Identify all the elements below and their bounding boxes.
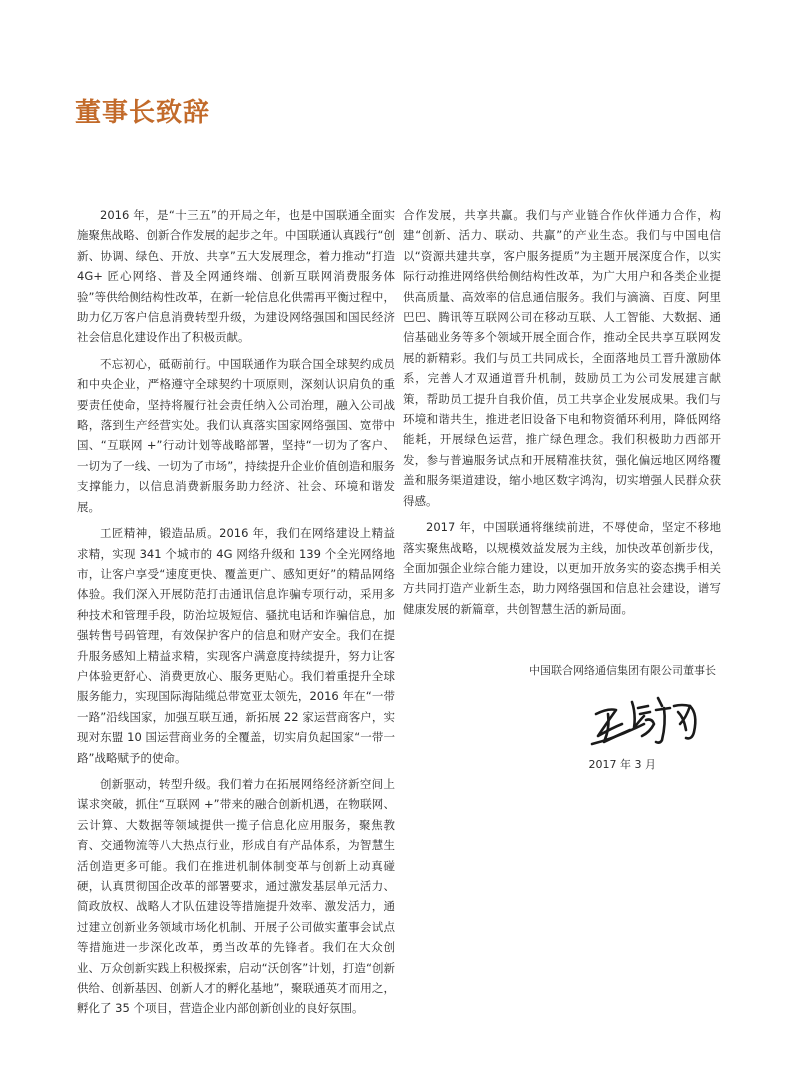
page-title: 董事长致辞 <box>75 98 211 128</box>
handwritten-signature <box>586 684 706 756</box>
letter-paragraph: 创新驱动，转型升级。我们着力在拓展网络经济新空间上谋求突破，抓住“互联网 +”带来的融合创新机遇，在物联网、云计算、大数据等领域提供一揽子信息化应用服务，聚焦教育、交通物流等八大热点行业，形成自有产品体系，为智慧生活创造更多可能。我们在推进机制体制变革与创新上动真碰硬，认真贯彻国企改革的部署要求，通过激发基层单元活力、简政放权、战略人才队伍建设等措施提升效率、激发活力，通过建立创新业务领域市场化机制、开展子公司做实董事会试点等措施进一步深化改革，勇当改革的先锋者。我们在大众创业、万众创新实践上积极探索，启动“沃创客”计划，打造“创新供给、创新基因、创新人才的孵化基地”，聚联通英才而用之，孵化了 35 个项目，营造企业内部创新创业的良好氛围。 <box>77 776 395 1016</box>
letter-paragraph: 工匠精神，锻造品质。2016 年，我们在网络建设上精益求精，实现 341 个城市的 4G 网络升级和 139 个全光网络地市，让客户享受“速度更快、覆盖更广、感知更好”的精品网络体验。我们深入开展防范打击通讯信息诈骗专项行动，采用多种技术和管理手段，防治垃圾短信、骚扰电话和诈骗信息，加强转售号码管理，有效保护客户的信息和财产安全。我们在提升服务感知上精益求精，实现客户满意度持续提升，努力让客户体验更舒心、消费更放心、服务更贴心。我们着重提升全球服务能力，实现国际海陆缆总带宽亚太领先，2016 年在“一带一路”沿线国家，加强互联互通，新拓展 22 家运营商客户，实现对东盟 10 国运营商业务的全覆盖，切实肩负起国家“一带一路”战略赋予的使命。 <box>77 526 395 765</box>
signature-block <box>506 662 716 772</box>
signatory-title: 中国联合网络通信集团有限公司董事长 <box>529 664 716 677</box>
letter-paragraph: 2016 年，是“十三五”的开局之年，也是中国联通全面实施聚焦战略、创新合作发展的起步之年。中国联通认真践行“创新、协调、绿色、开放、共享”五大发展理念，着力推动“打造 4G+ 匠心网络、普及全网通终端、创新互联网消费服务体验”等供给侧结构性改革，在新一轮信息化供需再平衡过程中，助力亿万客户信息消费转型升级，为建设网络强国和国民经济社会信息化建设作出了积极贡献。 <box>77 208 395 345</box>
letter-right-column <box>403 205 721 625</box>
letter-paragraph: 不忘初心，砥砺前行。中国联通作为联合国全球契约成员和中央企业，严格遵守全球契约十项原则，深刻认识肩负的重要责任使命，坚持将履行社会责任纳入公司治理，融入公司战略，落到生产经营实处。我们认真落实国家网络强国、宽带中国、“互联网 +”行动计划等战略部署，坚持“一切为了客户、一切为了一线、一切为了市场”，持续提升企业价值创造和服务支撑能力，以信息消费新服务助力经济、社会、环境和谐发展。 <box>77 356 395 514</box>
letter-paragraph-continued: 合作发展，共享共赢。我们与产业链合作伙伴通力合作，构建“创新、活力、联动、共赢”的产业生态。我们与中国电信以“资源共建共享，客户服务提质”为主题开展深度合作，以实际行动推进网络供给侧结构性改革，为广大用户和各类企业提供高质量、高效率的信息通信服务。我们与滴滴、百度、阿里巴巴、腾讯等互联网公司在移动互联、人工智能、大数据、通信基础业务等多个领域开展全面合作，推动全民共享互联网发展的新精彩。我们与员工共同成长，全面落地员工晋升激励体系，完善人才双通道晋升机制，鼓励员工为公司发展建言献策，帮助员工提升自我价值，员工共享企业发展成果。我们与环境和谐共生，推进老旧设备下电和物资循环利用，降低网络能耗，开展绿色运营，推广绿色理念。我们积极助力西部开发，参与普遍服务试点和开展精准扶贫，强化偏远地区网络覆盖和服务渠道建设，缩小地区数字鸿沟，切实増强人民群众获得感。 <box>403 208 721 508</box>
letter-paragraph: 2017 年，中国联通将继续前进，不辱使命，坚定不移地落实聚焦战略，以规模效益发展为主线，加快改革创新步伐，全面加强企业综合能力建设，以更加开放务实的姿态携手相关方共同打造产业新生态，助力网络强国和信息社会建设，谱写健康发展的新篇章，共创智慧生活的新局面。 <box>403 520 721 616</box>
letter-left-column <box>77 205 395 1025</box>
letter-date: 2017 年 3 月 <box>588 758 656 771</box>
